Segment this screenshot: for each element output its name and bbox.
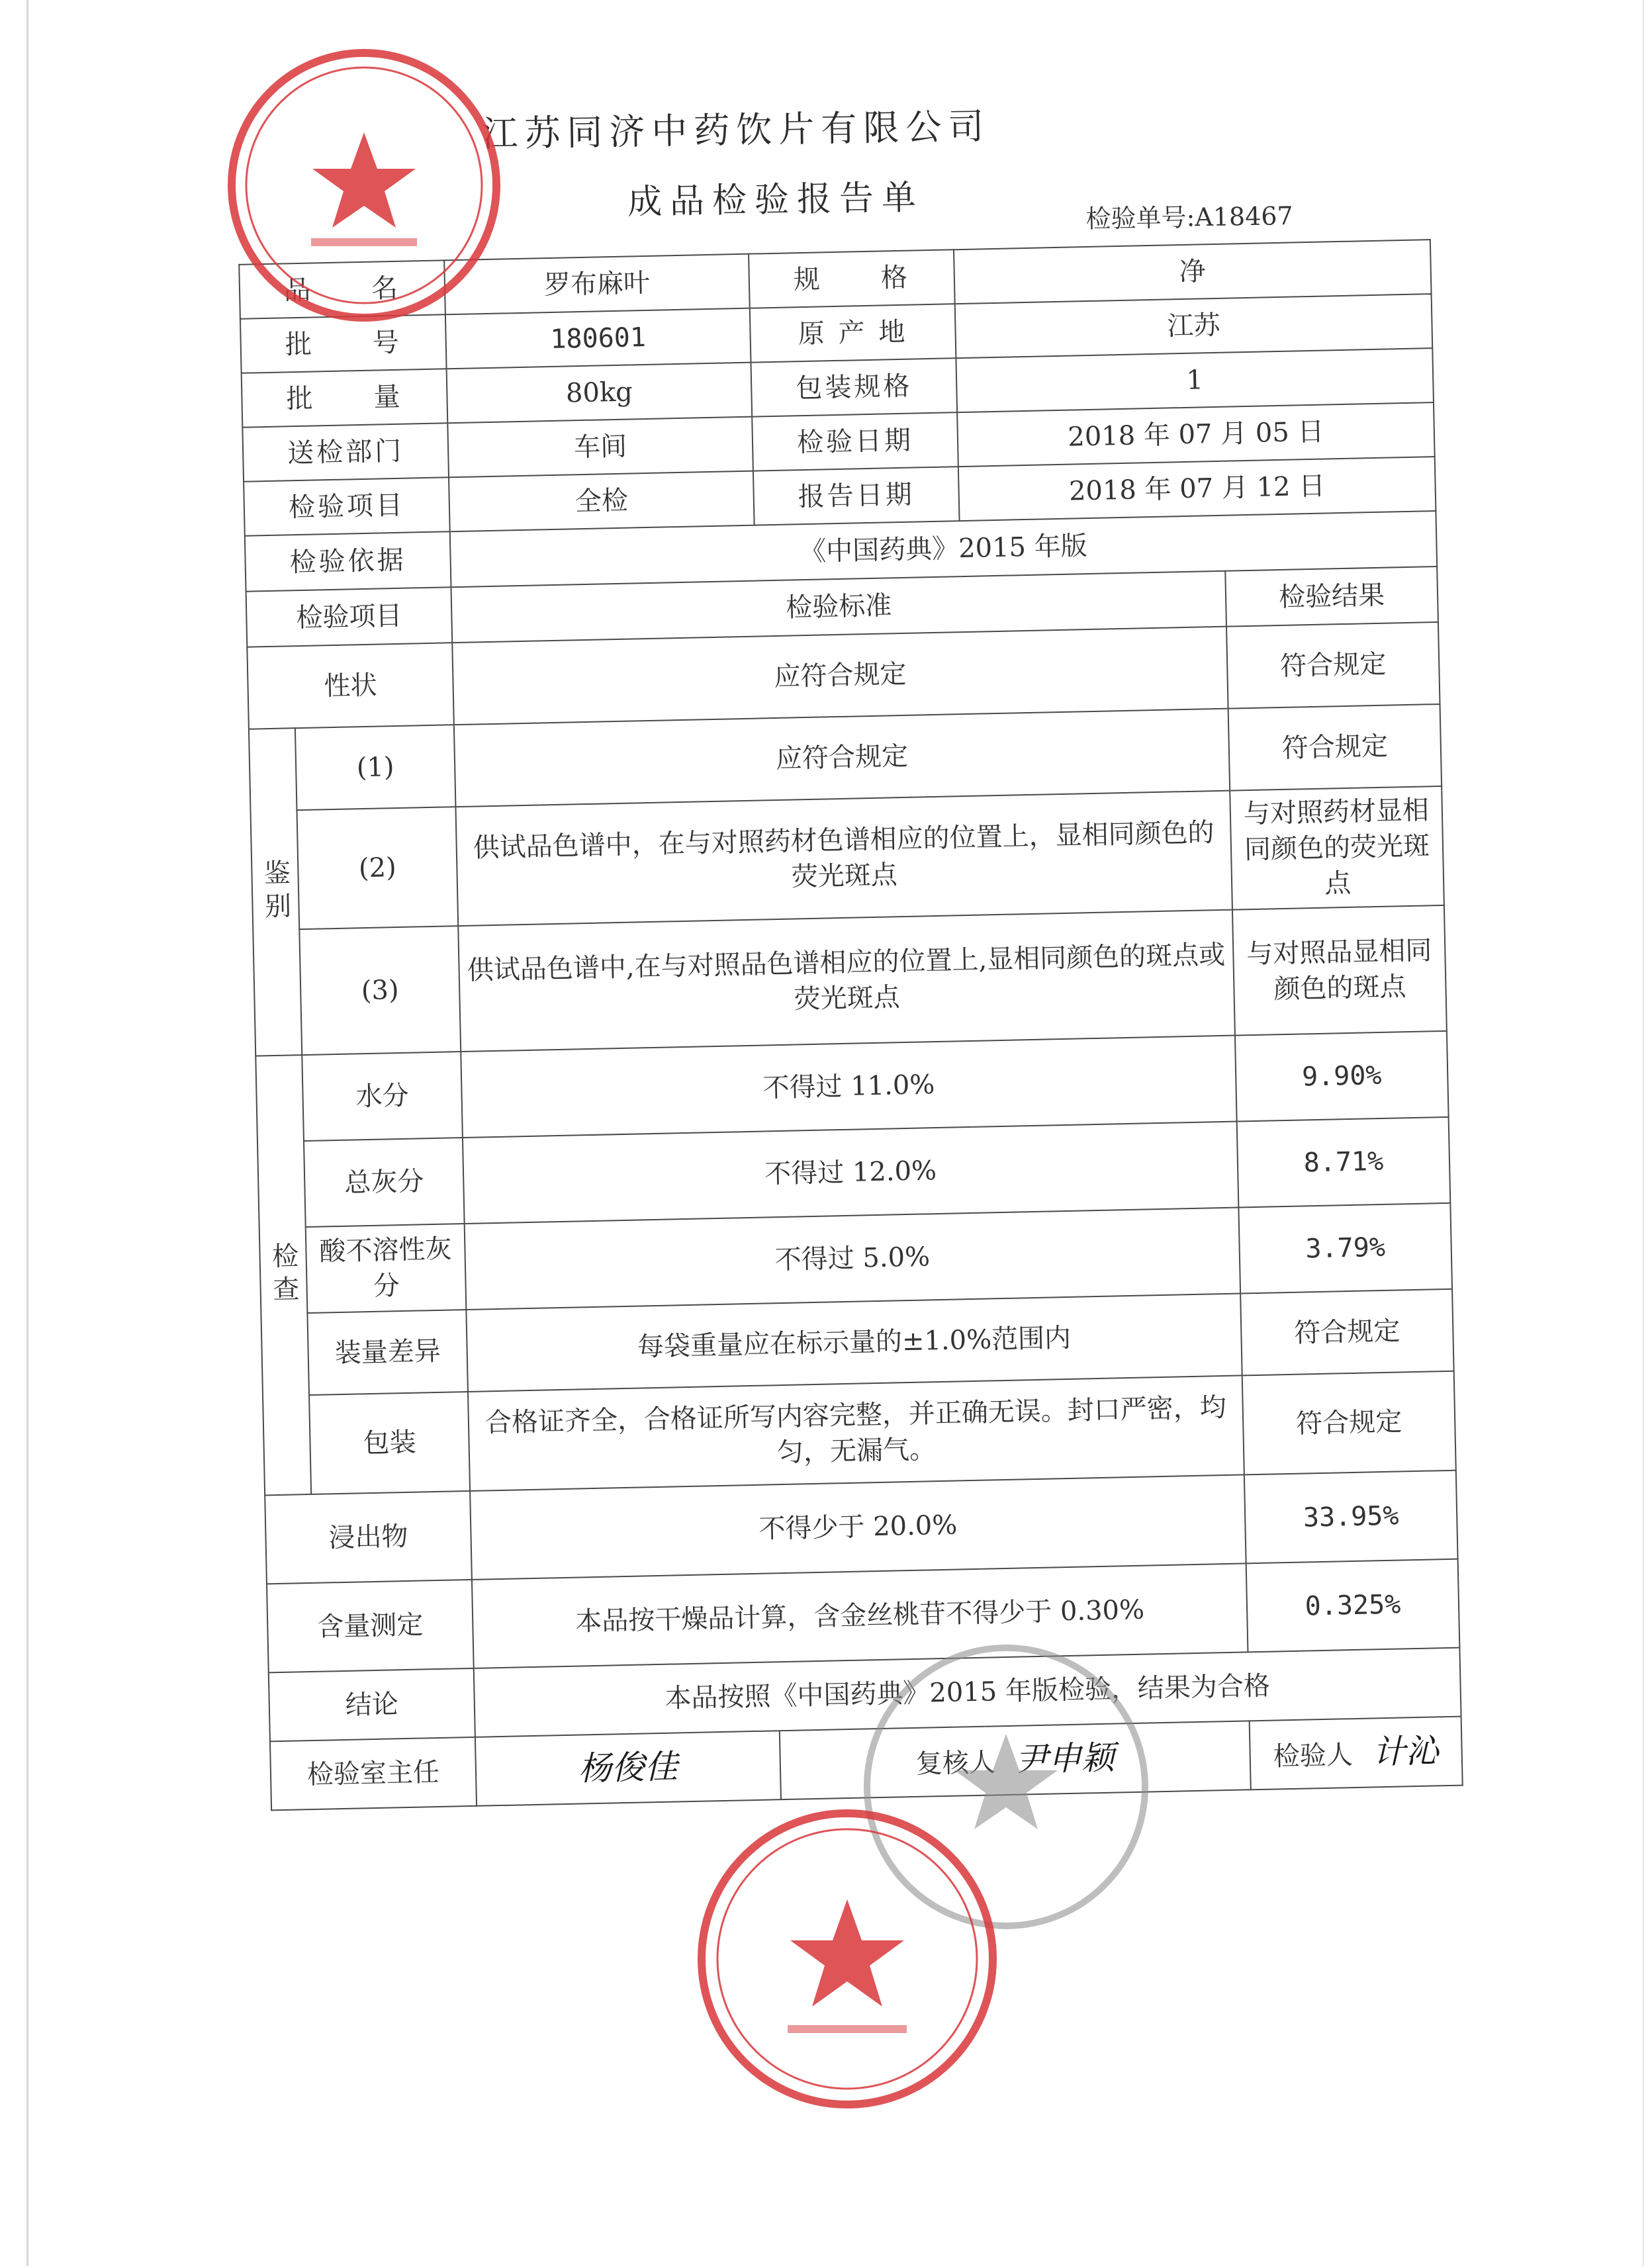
extract-standard: 不得少于 20.0% (470, 1474, 1246, 1579)
examination-item: 酸不溶性灰分 (306, 1224, 467, 1313)
identification-standard: 供试品色谱中,在与对照品色谱相应的位置上,显相同颜色的斑点或荧光斑点 (458, 910, 1235, 1052)
info-value: 2018 年 07 月 05 日 (957, 402, 1435, 467)
info-value: 净 (954, 240, 1432, 304)
conclusion-label: 结论 (269, 1668, 475, 1741)
report-number-value: A18467 (1194, 201, 1293, 232)
company-name: 江苏同济中药饮片有限公司 (481, 105, 991, 156)
info-label: 规 格 (749, 249, 955, 308)
examination-item: 总灰分 (304, 1138, 465, 1227)
seal-graphic (218, 40, 510, 331)
info-label: 送检部门 (242, 423, 449, 481)
basis-label: 检验依据 (245, 531, 451, 591)
quality-check-seal (688, 1800, 1006, 2118)
character-standard: 应符合规定 (452, 627, 1228, 725)
info-value: 2018 年 07 月 12 日 (958, 457, 1436, 521)
info-label: 报告日期 (753, 467, 960, 525)
scan-edge-left (26, 0, 28, 2266)
examination-result: 符合规定 (1242, 1371, 1456, 1475)
identification-result: 与对照品显相同颜色的斑点 (1232, 905, 1447, 1036)
extract-label: 浸出物 (265, 1491, 472, 1584)
scan-edge-right (1643, 0, 1644, 2266)
character-label: 性状 (247, 643, 454, 729)
inspector-label: 检验人 (1273, 1740, 1354, 1772)
info-value: 180601 (445, 308, 751, 369)
inspector-signature: 计沁 (1372, 1731, 1440, 1772)
conclusion-value: 本品按照《中国药典》2015 年版检验，结果为合格 (474, 1648, 1461, 1737)
document-title: 成品检验报告单 (627, 177, 925, 222)
report-form (238, 239, 1464, 1918)
examination-result: 符合规定 (1240, 1289, 1454, 1376)
report-number (1085, 195, 1293, 235)
assay-standard: 本品按干燥品计算，含金丝桃苷不得少于 0.30% (472, 1563, 1248, 1668)
info-label: 批 量 (242, 369, 448, 427)
identification-result: 与对照药材显相同颜色的荧光斑点 (1230, 786, 1444, 910)
director-label: 检验室主任 (270, 1737, 477, 1810)
report-table (238, 239, 1463, 1811)
examination-result: 9.90% (1235, 1031, 1449, 1122)
examination-result: 3.79% (1238, 1203, 1452, 1294)
identification-item: (1) (295, 725, 456, 810)
info-value: 罗布麻叶 (444, 254, 750, 315)
examination-group-label: 检查 (255, 1055, 311, 1495)
info-value: 江苏 (955, 294, 1433, 358)
info-label: 检验日期 (752, 412, 958, 471)
examination-item: 水分 (302, 1052, 463, 1141)
assay-result: 0.325% (1246, 1559, 1460, 1653)
examination-item: 包装 (309, 1392, 470, 1494)
identification-group-label: 鉴别 (249, 728, 302, 1056)
seal-graphic (688, 1800, 1006, 2118)
examination-item: 装量差异 (307, 1310, 468, 1395)
character-result: 符合规定 (1226, 622, 1440, 709)
reviewer-signature: 尹申颖 (1015, 1738, 1115, 1780)
column-header-standard: 检验标准 (451, 571, 1226, 643)
examination-standard: 不得过 11.0% (461, 1036, 1236, 1138)
inspector-signature-cell (1250, 1717, 1463, 1790)
examination-standard: 合格证齐全，合格证所写内容完整，并正确无误。封口严密，均匀，无漏气。 (468, 1375, 1244, 1490)
examination-standard: 不得过 5.0% (465, 1208, 1240, 1310)
column-header-result: 检验结果 (1225, 566, 1438, 627)
info-value: 车间 (447, 417, 753, 478)
assay-label: 含量测定 (267, 1580, 474, 1672)
identification-item: (2) (297, 807, 459, 929)
reviewer-label: 复核人 (915, 1747, 996, 1780)
report-number-label: 检验单号: (1085, 203, 1195, 234)
quality-dept-seal (218, 40, 510, 331)
info-label: 检验项目 (244, 477, 450, 535)
info-label: 品 名 (239, 260, 445, 318)
info-value: 全检 (449, 471, 755, 532)
examination-result: 8.71% (1237, 1117, 1451, 1208)
identification-item: (3) (299, 926, 461, 1055)
info-value: 1 (956, 348, 1434, 412)
director-signature-cell (475, 1731, 781, 1806)
examination-standard: 每袋重量应在标示量的±1.0%范围内 (466, 1293, 1242, 1391)
column-header-item: 检验项目 (246, 587, 453, 647)
identification-result: 符合规定 (1228, 704, 1442, 791)
info-value: 80kg (447, 363, 753, 424)
info-label: 批 号 (240, 314, 447, 373)
director-signature: 杨俊佳 (578, 1747, 678, 1788)
identification-standard: 供试品色谱中，在与对照药材色谱相应的位置上，显相同颜色的荧光斑点 (455, 791, 1232, 926)
identification-row (253, 905, 1447, 1056)
extract-result: 33.95% (1244, 1471, 1458, 1564)
info-label: 包装规格 (751, 358, 957, 416)
basis-value: 《中国药典》2015 年版 (450, 511, 1437, 587)
info-label: 原 产 地 (750, 304, 956, 362)
examination-standard: 不得过 12.0% (463, 1122, 1238, 1224)
identification-standard: 应符合规定 (454, 709, 1230, 807)
